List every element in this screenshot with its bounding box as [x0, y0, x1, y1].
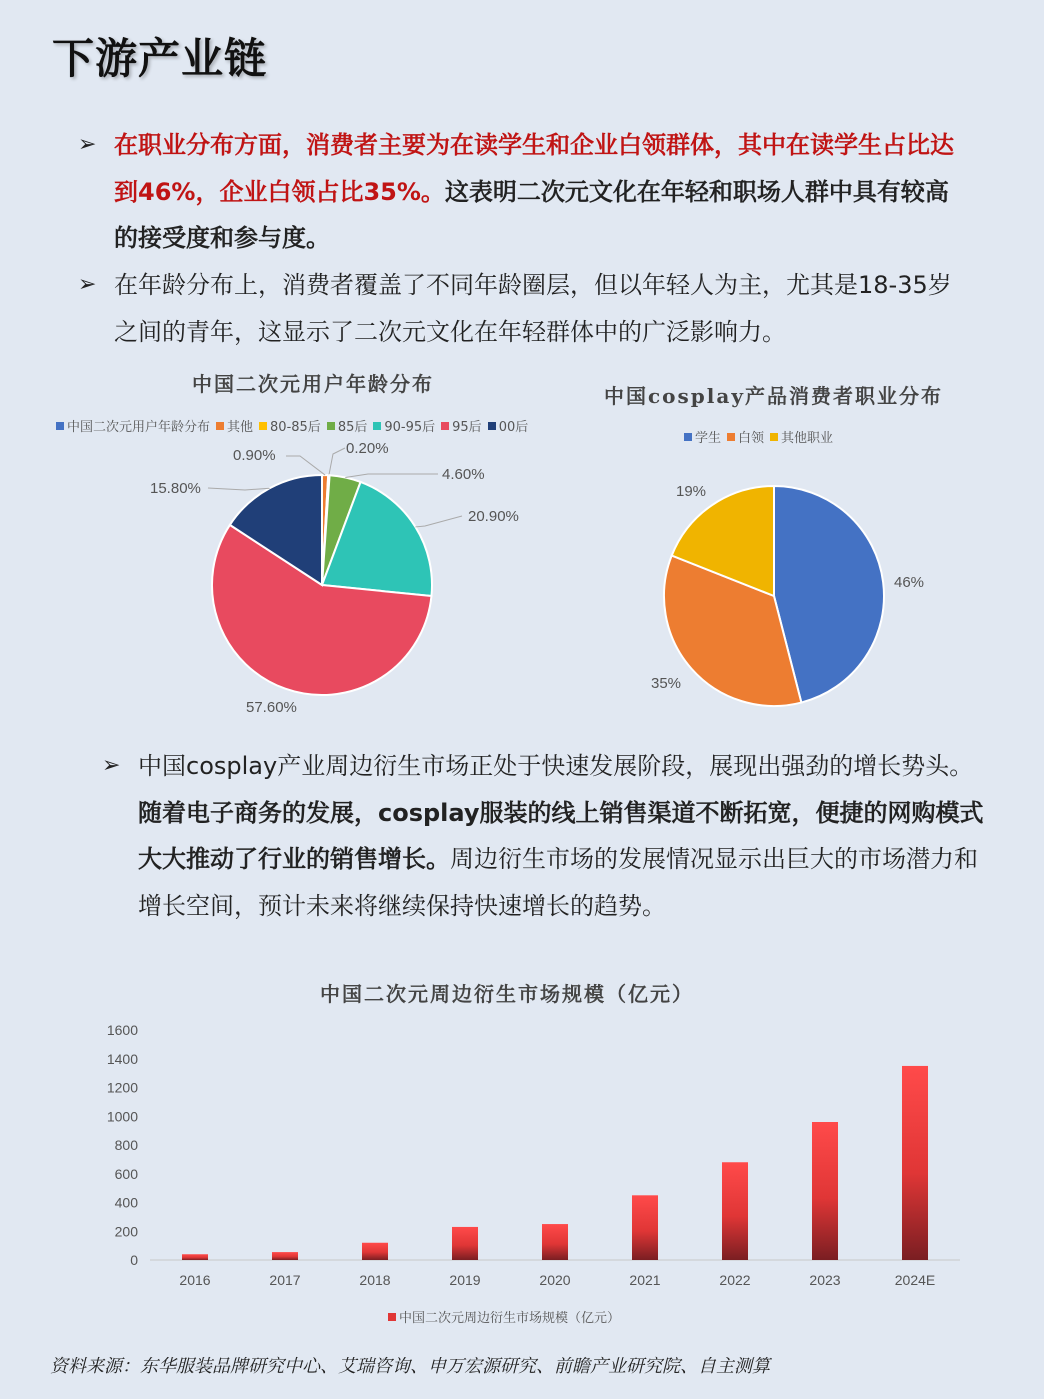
- x-tick-label: 2023: [809, 1272, 841, 1288]
- pie-data-label: 35%: [651, 675, 682, 692]
- x-tick-label: 2018: [359, 1272, 391, 1288]
- bar-2019: [452, 1227, 478, 1260]
- legend-label: 中国二次元用户年龄分布: [67, 420, 211, 435]
- pie-data-label: 46%: [894, 574, 925, 591]
- bullet-text-highlight: 在职业分布方面，消费者主要为在读学生和企业白领群体，其中在读学生占比达到46%，企业白领占比35%。: [114, 131, 954, 206]
- legend-label: 95后: [452, 420, 482, 435]
- y-tick-label: 0: [130, 1252, 138, 1268]
- bar-2018: [362, 1243, 388, 1260]
- age-chart-title: 中国二次元用户年龄分布: [192, 372, 434, 396]
- pie-data-label: 57.60%: [246, 699, 297, 716]
- x-tick-label: 2019: [449, 1272, 481, 1288]
- source-footnote: 资料来源：东华服装品牌研究中心、艾瑞咨询、申万宏源研究、前瞻产业研究院、自主测算: [50, 1356, 770, 1377]
- y-tick-label: 1600: [106, 1022, 138, 1038]
- page-title: 下游产业链: [52, 34, 268, 83]
- x-tick-label: 2024E: [894, 1272, 936, 1288]
- pie-data-label: 20.90%: [468, 508, 519, 525]
- bar-2022: [722, 1162, 748, 1260]
- pie-data-label: 4.60%: [442, 466, 485, 483]
- bar-2020: [542, 1224, 568, 1260]
- arrow-bullet-icon: ➢: [78, 132, 97, 157]
- legend-label: 其他职业: [781, 431, 834, 446]
- x-tick-label: 2017: [269, 1272, 301, 1288]
- pie-data-label: 15.80%: [150, 480, 201, 497]
- y-tick-label: 1200: [106, 1079, 138, 1096]
- occupation-chart-title: 中国cosplay产品消费者职业分布: [604, 384, 943, 408]
- arrow-bullet-icon: ➢: [102, 753, 121, 778]
- bullet-text: 中国cosplay产业周边衍生市场正处于快速发展阶段，展现出强劲的增长势头。: [138, 752, 974, 780]
- x-tick-label: 2021: [629, 1272, 661, 1288]
- y-tick-label: 1000: [106, 1108, 138, 1125]
- legend-label: 白领: [738, 431, 765, 446]
- x-tick-label: 2016: [179, 1272, 211, 1288]
- market-chart-title: 中国二次元周边衍生市场规模（亿元）: [320, 982, 694, 1006]
- y-tick-label: 1400: [106, 1050, 138, 1067]
- x-tick-label: 2022: [719, 1272, 751, 1288]
- legend-label: 其他: [227, 420, 254, 435]
- bar-2017: [272, 1252, 298, 1260]
- y-tick-label: 200: [114, 1223, 138, 1240]
- y-tick-label: 800: [114, 1137, 138, 1153]
- legend-label: 80-85后: [270, 420, 321, 435]
- legend-label: 中国二次元周边衍生市场规模（亿元）: [399, 1311, 621, 1326]
- bar-2016: [182, 1254, 208, 1260]
- bar-2023: [812, 1122, 838, 1260]
- pie-data-label: 0.90%: [233, 447, 276, 464]
- bar-2024E: [902, 1066, 928, 1260]
- legend-label: 学生: [695, 431, 722, 446]
- legend-swatch: [388, 1313, 396, 1321]
- legend-label: 90-95后: [384, 420, 436, 435]
- legend-label: 00后: [498, 420, 529, 435]
- bullet-text-bold: 这表明二次元文化在年轻和职场人群中具有较高的接受度和参与度。: [114, 177, 949, 252]
- legend-item: [388, 1307, 620, 1326]
- pie-data-label: 19%: [676, 483, 707, 500]
- x-tick-label: 2020: [539, 1272, 571, 1288]
- arrow-bullet-icon: ➢: [78, 272, 97, 297]
- bullet-text: 在年龄分布上，消费者覆盖了不同年龄圈层，但以年轻人为主，尤其是18-35岁之间的青年，这显示了二次元文化在年轻群体中的广泛影响力。: [114, 271, 952, 346]
- bar-2021: [632, 1195, 658, 1260]
- bullet-text-bold: 随着电子商务的发展，cosplay服装的线上销售渠道不断拓宽，便捷的网购模式大大推动了行业的销售增长。: [138, 798, 984, 873]
- bullet-text: 周边衍生市场的发展情况显示出巨大的市场潜力和增长空间，预计未来将继续保持快速增长的趋势。: [138, 845, 978, 920]
- y-tick-label: 400: [114, 1194, 138, 1211]
- y-tick-label: 600: [114, 1165, 138, 1182]
- legend-label: 85后: [337, 420, 368, 435]
- pie-data-label: 0.20%: [346, 440, 389, 457]
- market-chart-legend: [388, 1307, 626, 1326]
